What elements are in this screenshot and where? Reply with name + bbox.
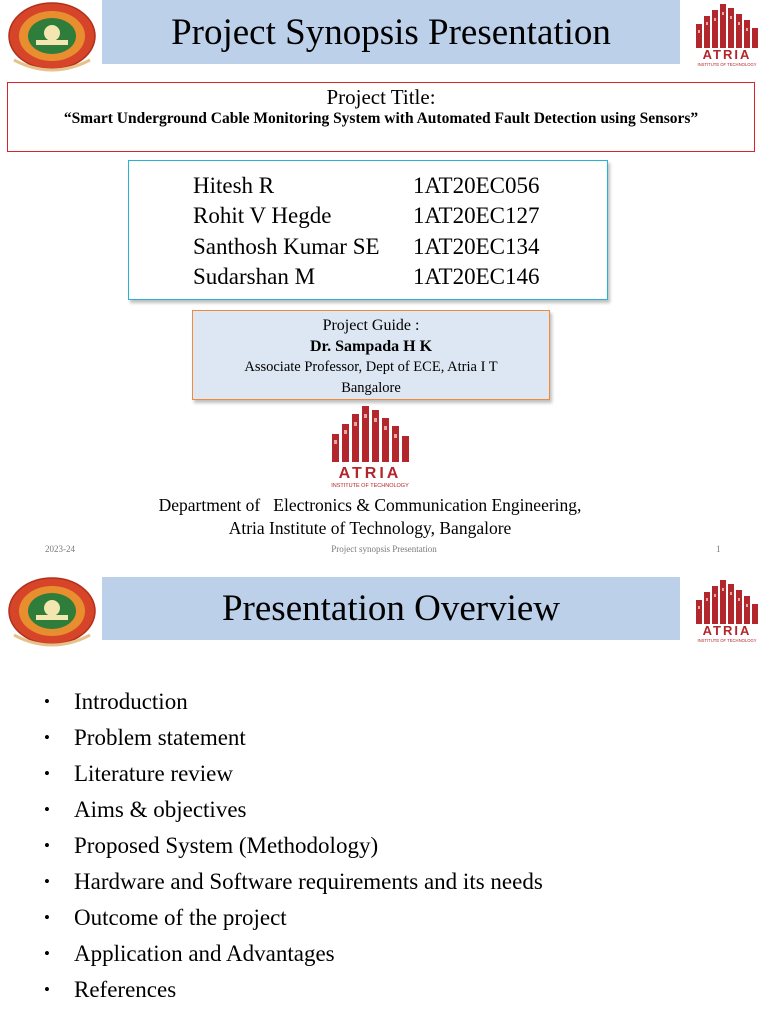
member-row (129, 171, 607, 201)
guide-location: Bangalore (341, 380, 401, 396)
bullet-icon: • (44, 800, 50, 819)
guide-label: Project Guide : (322, 317, 420, 334)
atria-tagline: INSTITUTE OF TECHNOLOGY (697, 638, 757, 643)
list-item-label: Literature review (74, 761, 233, 786)
member-name: Sudarshan M (193, 264, 316, 289)
member-usn: 1AT20EC056 (413, 173, 540, 198)
list-item-label: Proposed System (Methodology) (74, 833, 379, 858)
members-box (128, 160, 608, 300)
list-item (44, 684, 543, 720)
footer-title: Project synopsis Presentation (331, 544, 437, 554)
list-item-label: Aims & objectives (74, 797, 247, 822)
bullet-icon: • (44, 908, 50, 927)
bullet-icon: • (44, 728, 50, 747)
project-title-box (7, 82, 755, 152)
list-item (44, 756, 543, 792)
list-item (44, 972, 543, 1008)
list-item-label: Application and Advantages (74, 941, 335, 966)
list-item-label: Hardware and Software requirements and its needs (74, 869, 543, 894)
member-usn: 1AT20EC146 (413, 264, 540, 289)
vtu-emblem-icon (6, 575, 98, 649)
member-row (129, 201, 607, 231)
list-item (44, 720, 543, 756)
list-item (44, 900, 543, 936)
atria-logo-icon (688, 2, 766, 68)
member-row (129, 262, 607, 292)
guide-name: Dr. Sampada H K (309, 338, 433, 355)
list-item (44, 792, 543, 828)
member-name: Hitesh R (193, 173, 275, 198)
list-item (44, 936, 543, 972)
slide-title: Presentation Overview (102, 577, 680, 640)
list-item-label: Outcome of the project (74, 905, 287, 930)
bullet-icon: • (44, 692, 50, 711)
department-line-2: Atria Institute of Technology, Bangalore (228, 518, 512, 538)
department-line-1: Department of Electronics & Communication Engineering, (158, 495, 582, 515)
atria-logo-icon (322, 404, 418, 490)
list-item-label: Introduction (74, 689, 188, 714)
bullet-icon: • (44, 836, 50, 855)
bullet-icon: • (44, 764, 50, 783)
list-item-label: References (74, 977, 177, 1002)
member-name: Rohit V Hegde (193, 203, 332, 228)
footer-page-number: 1 (716, 544, 721, 554)
atria-wordmark: ATRIA (702, 623, 752, 638)
list-item (44, 864, 543, 900)
member-name: Santhosh Kumar SE (193, 234, 380, 259)
member-usn: 1AT20EC134 (413, 234, 540, 259)
overview-list (44, 684, 543, 1008)
list-item-label: Problem statement (74, 725, 246, 750)
member-row (129, 232, 607, 262)
project-guide-box (192, 310, 550, 400)
atria-tagline: INSTITUTE OF TECHNOLOGY (331, 483, 409, 489)
bullet-icon: • (44, 980, 50, 999)
project-title-text: “Smart Underground Cable Monitoring System with Automated Fault Detection using Sensors” (63, 110, 699, 127)
atria-wordmark: ATRIA (702, 47, 752, 62)
list-item (44, 828, 543, 864)
atria-wordmark: ATRIA (338, 465, 402, 482)
slide-2 (0, 566, 768, 1024)
atria-logo-icon (688, 578, 766, 644)
atria-tagline: INSTITUTE OF TECHNOLOGY (697, 62, 757, 67)
member-usn: 1AT20EC127 (413, 203, 540, 228)
guide-designation: Associate Professor, Dept of ECE, Atria I T (244, 359, 498, 375)
slide-title: Project Synopsis Presentation (102, 0, 680, 64)
vtu-emblem-icon (6, 0, 98, 74)
bullet-icon: • (44, 944, 50, 963)
bullet-icon: • (44, 872, 50, 891)
project-title-label: Project Title: (326, 85, 436, 109)
footer-year: 2023-24 (45, 544, 75, 554)
